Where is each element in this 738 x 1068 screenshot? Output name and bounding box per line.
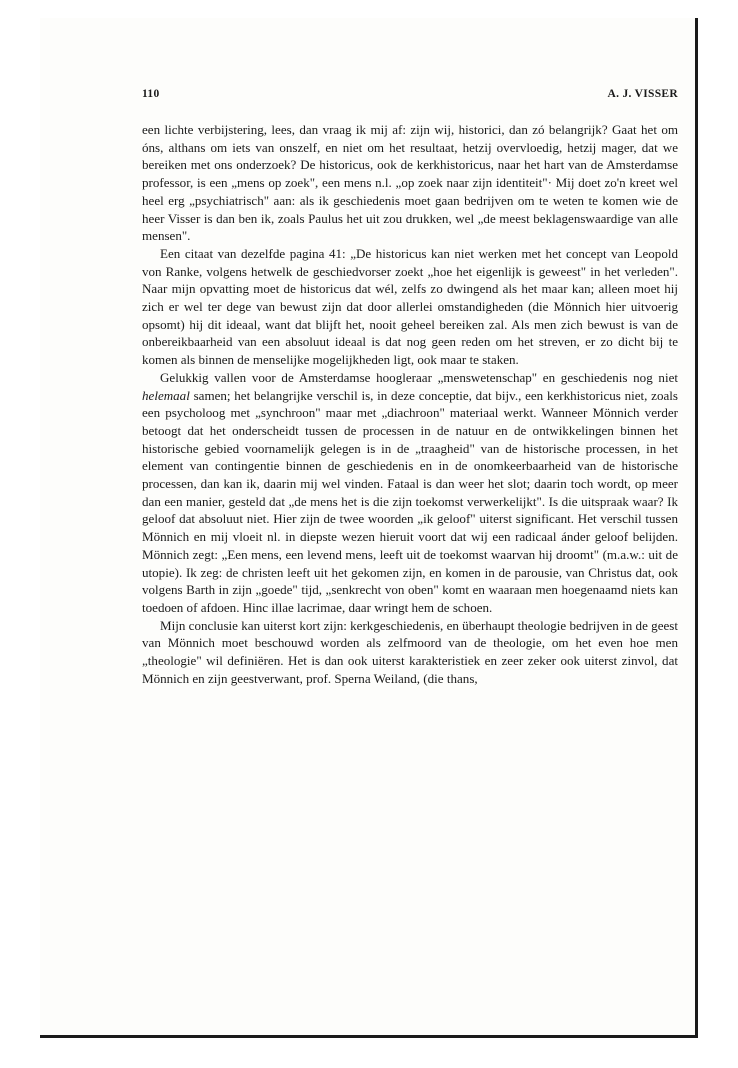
running-head: A. J. VISSER [607,88,678,100]
paragraph-3-emphasis: helemaal [142,387,190,403]
page-number: 110 [142,88,160,100]
paragraph-2: Een citaat van dezelfde pagina 41: „De historicus kan niet werken met het concept van Leopold von Ranke, volgens hetwelk de geschiedvorser zoekt „hoe het eigenlijk is geweest" in het verleden". Naar mijn opvatting moet de historicus dat wél, zelfs zo dwingend als het maar kan; alleen moet hij zich er wel ter dege van bewust zijn dat door allerlei omstandigheden (die Mönnich hier uitvoerig opsomt) hij dit ideaal, want dat blijft het, nooit geheel bereiken zal. Als men zich bewust is van de onbereikbaarheid van een absoluut ideaal is dat nog geen reden om het streven, er zo dicht bij te komen als binnen de menselijke mogelijkheden ligt, ook maar te staken. [142,245,678,368]
paragraph-3-after: samen; het belangrijke verschil is, in deze conceptie, dat bijv., een kerkhistoricus niet, zoals een psycholoog met „synchroon" maar met „diachroon" materiaal werkt. Wanneer Mönnich verder betoogt dat het onderscheidt tussen de processen in de natuur en de ontwikkelingen binnen het historische gebied voornamelijk gelegen is in de „traagheid" van de historische processen, in het element van contingentie binnen de geschiedenis en in de onomkeerbaarheid van de historische processen, dan kan ik, daarin mij wel vinden. Fataal is dan weer het slot; daarin toch wordt, op meer dan een manier, gesteld dat „de mens het is die zijn toekomst verwerkelijkt". Is die uitspraak waar? Ik geloof dat absoluut niet. Hier zijn de twee woorden „ik geloof" uiterst significant. Het verschil tussen Mönnich en mij vloeit nl. in diepste wezen hieruit voort dat wij een radicaal ánder geloof belijden. Mönnich zegt: „Een mens, een levend mens, leeft uit de toekomst waarvan hij droomt" (m.a.w.: uit de utopie). Ik zeg: de christen leeft uit het gekomen zijn, en komen in de parousie, van Christus dat, ook volgens Barth in zijn „goede" tijd, „senkrecht von oben" komt en waaraan men hoegenaamd niets kan toedoen of afdoen. Hinc illae lacrimae, daar wringt hem de schoen. [142,387,678,615]
paragraph-4: Mijn conclusie kan uiterst kort zijn: kerkgeschiedenis, en überhaupt theologie bedrijven in de geest van Mönnich moet beschouwd worden als zelfmoord van de theologie, om het even hoe men „theologie" wil definiëren. Het is dan ook uiterst karakteristiek en zeer zeker ook uiterst zinvol, dat Mönnich en zijn geestverwant, prof. Sperna Weiland, (die thans, [142,617,678,686]
book-page [40,18,698,1038]
page-header [142,88,678,100]
body-text [142,121,678,688]
paragraph-3-before: Gelukkig vallen voor de Amsterdamse hoogleraar „menswetenschap" en geschiedenis nog niet [160,369,678,385]
paragraph-1: een lichte verbijstering, lees, dan vraag ik mij af: zijn wij, historici, dan zó belangrijk? Gaat het om óns, althans om iets van onszelf, en niet om het resultaat, hetzij overvloedig, hetzij mager, dat we bereiken met ons onderzoek? De historicus, ook de kerkhistoricus, naar het hart van de Amsterdamse professor, is een „mens op zoek", een mens n.l. „op zoek naar zijn identiteit"· Mij doet zo'n kreet wel heel erg „psychiatrisch" aan: als ik geschiedenis moet gaan bedrijven om te weten te komen wie de heer Visser is dan ben ik, zoals Paulus het uit zou drukken, wel „de meest beklagenswaardige van alle mensen". [142,122,678,244]
paragraph-3 [142,369,678,617]
